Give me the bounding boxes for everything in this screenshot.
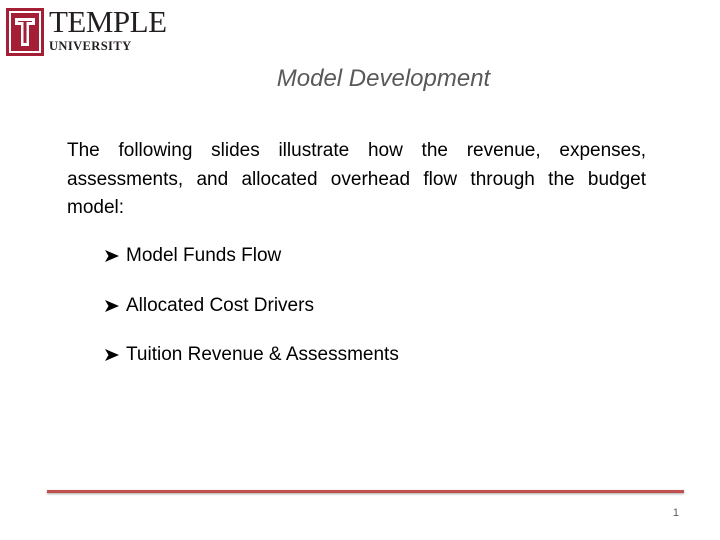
arrowhead-bullet-icon (104, 299, 120, 313)
logo-subtitle: UNIVERSITY (49, 39, 132, 53)
list-item (104, 339, 399, 371)
bullet-list (104, 240, 399, 389)
arrowhead-bullet-icon (104, 348, 120, 362)
bullet-label: Allocated Cost Drivers (126, 294, 314, 316)
slide-title: Model Development (276, 65, 491, 92)
list-item (104, 240, 399, 272)
logo-wordmark: TEMPLE (49, 4, 167, 39)
temple-university-logo (6, 4, 167, 58)
bullet-label: Tuition Revenue & Assessments (126, 344, 399, 365)
footer-divider (47, 490, 684, 493)
page-number: 1 (672, 507, 679, 519)
bullet-label: Model Funds Flow (126, 245, 282, 266)
temple-t-logo-icon (6, 8, 44, 56)
arrowhead-bullet-icon (104, 249, 120, 263)
list-item (104, 290, 399, 322)
intro-paragraph: The following slides illustrate how the revenue, expenses, assessments, and allocated overhead flow through the budget model: (67, 140, 646, 218)
